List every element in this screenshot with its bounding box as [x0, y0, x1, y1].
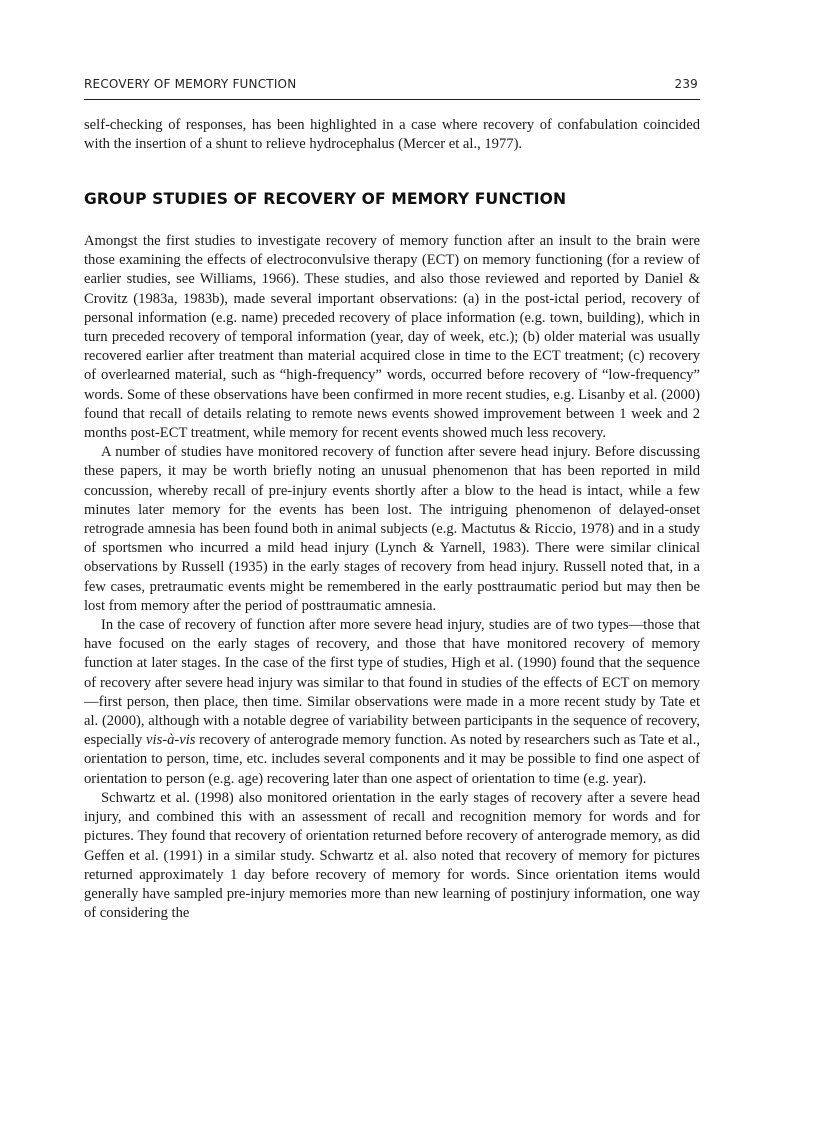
paragraph-4: Schwartz et al. (1998) also monitored orientation in the early stages of recovery after a severe head injury, and combined this with an assessment of recall and recognition memory for words and for pictures. They found that recovery of orientation returned before recovery of anterograde memory, as did Geffen et al. (1991) in a similar study. Schwartz et al. also noted that recovery of memory for pictures returned approximately 1 day before recovery of memory for words. Since orientation items would generally have sampled pre-injury memories more than new learning of postinjury information, one way of considering the	[84, 789, 700, 922]
header-rule	[84, 99, 700, 100]
paragraph-2: A number of studies have monitored recovery of function after severe head injury. Before discussing these papers, it may be worth briefly noting an unusual phenomenon that has been reported in mild concussion, whereby recall of pre-injury events shortly after a blow to the head is intact, while a few minutes later memory for the events has been lost. The intriguing phenomenon of delayed-onset retrograde amnesia has been found both in animal subjects (e.g. Mactutus & Riccio, 1978) and in a study of sportsmen who incurred a mild head injury (Lynch & Yarnell, 1983). There were similar clinical observations by Russell (1935) in the early stages of recovery from head injury. Russell noted that, in a few cases, pretraumatic events might be remembered in the early posttraumatic period but may then be lost from memory after the period of posttraumatic amnesia.	[84, 444, 700, 614]
running-head	[84, 77, 700, 95]
page-number: 239	[674, 77, 698, 91]
paragraph-3-text-a: In the case of recovery of function after more severe head injury, studies are of two types—those that have focused on the early stages of recovery, and those that have monitored recovery of memory function at later stages. In the case of the first type of studies, High et al. (1990) found that the sequence of recovery after severe head injury was similar to that found in studies of the effects of ECT on memory—first person, then place, then time. Similar observations were made in a more recent study by Tate et al. (2000), although with a notable degree of variability between participants in the sequence of recovery, especially	[84, 617, 700, 749]
paragraph-3-text-b: recovery of anterograde memory function. As noted by researchers such as Tate et al., orientation to person, time, etc. includes several components and it may be possible to find one aspect of orientation to person (e.g. age) recovering later than one aspect of orientation to time (e.g. year).	[84, 732, 700, 787]
paragraph-3	[84, 616, 700, 789]
section-body	[84, 232, 700, 923]
running-head-title: RECOVERY OF MEMORY FUNCTION	[84, 77, 297, 91]
paragraph-3-italic-term: vis-à-vis	[146, 732, 196, 749]
paragraph-1: Amongst the first studies to investigate recovery of memory function after an insult to the brain were those examining the effects of electroconvulsive therapy (ECT) on memory functioning (for a review of earlier studies, see Williams, 1966). These studies, and also those reviewed and reported by Daniel & Crovitz (1983a, 1983b), made several important observations: (a) in the post-ictal period, recovery of personal information (e.g. name) preceded recovery of place information (e.g. town, building), which in turn preceded recovery of temporal information (year, day of week, etc.); (b) older material was usually recovered earlier after treatment than material acquired close in time to the ECT treatment; (c) recovery of overlearned material, such as “high-frequency” words, occurred before recovery of “low-frequency” words. Some of these observations have been confirmed in more recent studies, e.g. Lisanby et al. (2000) found that recall of details relating to remote news events showed improvement between 1 week and 2 months post-ECT treatment, while memory for recent events showed much less recovery.	[84, 233, 700, 442]
intro-paragraph: self-checking of responses, has been highlighted in a case where recovery of confabulation coincided with the insertion of a shunt to relieve hydrocephalus (Mercer et al., 1977).	[84, 117, 700, 153]
section-heading: GROUP STUDIES OF RECOVERY OF MEMORY FUNCTION	[84, 190, 567, 208]
